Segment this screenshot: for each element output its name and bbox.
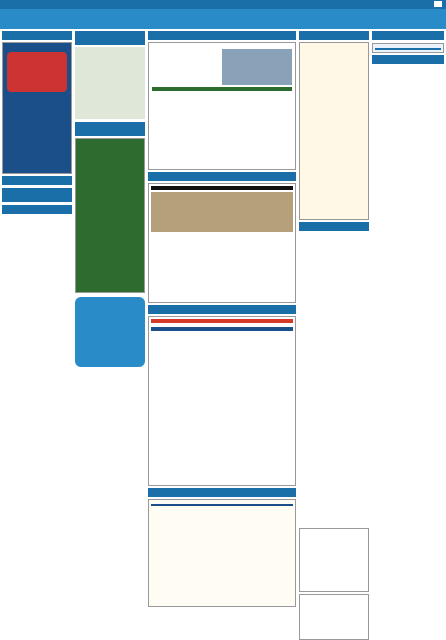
column-2 (75, 31, 145, 640)
holiday-image (75, 47, 145, 119)
holiday-heading (75, 31, 145, 45)
column-1 (2, 31, 72, 640)
section-name (434, 1, 442, 7)
community-heading (2, 176, 72, 185)
painting-ad[interactable] (299, 594, 369, 640)
add-colour-ad (75, 297, 145, 367)
reroofing-ad[interactable] (148, 42, 296, 170)
roof-image (222, 49, 292, 85)
landscape-ad[interactable] (75, 138, 145, 293)
computers-heading (2, 205, 72, 214)
column-4 (299, 31, 369, 640)
reroof-phone (152, 87, 292, 91)
ashley-tagline (3, 46, 71, 50)
trades-heading-roof (299, 31, 369, 40)
top-bar (0, 0, 446, 9)
earthworks-title (151, 186, 293, 190)
trades-heading-5 (372, 31, 444, 40)
landscaping-heading (75, 122, 145, 136)
trades-heading-1 (148, 31, 296, 40)
roof-painting-ad[interactable] (299, 42, 369, 220)
column-3 (148, 31, 296, 640)
excavator-image (151, 192, 293, 232)
classic-cars-heading (2, 31, 72, 40)
computer-services-heading (2, 188, 72, 202)
classifieds-header (0, 9, 446, 29)
gas-motors-ad[interactable] (372, 43, 444, 53)
wallpapering-ad[interactable] (299, 528, 369, 592)
trades-heading-4b (299, 222, 369, 231)
tow-truck-image (7, 52, 67, 92)
trades-heading-earth (148, 172, 296, 181)
pets-heading (148, 488, 296, 497)
plumbing-title (151, 319, 293, 323)
column-5 (372, 31, 444, 640)
plumbing-ad[interactable] (148, 316, 296, 486)
trades-heading-5b (372, 55, 444, 64)
earthworks-ad[interactable] (148, 183, 296, 303)
trades-heading-plumb (148, 305, 296, 314)
ashley-tow-taxi-ad[interactable] (2, 42, 72, 174)
avoca-cattery-ad[interactable] (148, 499, 296, 607)
